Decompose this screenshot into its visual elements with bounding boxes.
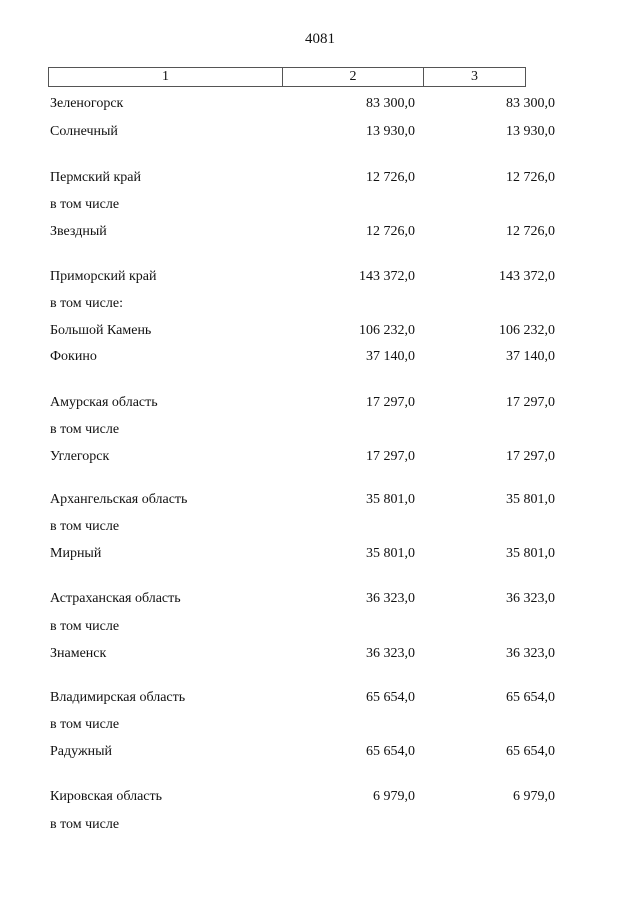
table-row [0, 545, 640, 563]
row-value-col2: 36 323,0 [366, 646, 415, 661]
table-row [0, 448, 640, 466]
table-header [48, 67, 526, 87]
table-row [0, 491, 640, 509]
row-name: Приморский край [50, 269, 157, 284]
row-name: Углегорск [50, 449, 110, 464]
row-name: Солнечный [50, 124, 118, 139]
table-row [0, 816, 640, 834]
row-name: Амурская область [50, 395, 158, 410]
row-value-col3: 6 979,0 [513, 789, 555, 804]
row-value-col2: 17 297,0 [366, 395, 415, 410]
row-name: Архангельская область [50, 492, 188, 507]
row-name: Кировская область [50, 789, 163, 804]
header-col-2: 2 [283, 68, 424, 86]
row-name: в том числе [50, 422, 120, 437]
row-value-col3: 12 726,0 [506, 224, 555, 239]
table-row [0, 518, 640, 536]
row-name: Фокино [50, 349, 97, 364]
row-value-col2: 6 979,0 [373, 789, 415, 804]
row-value-col3: 106 232,0 [499, 323, 555, 338]
row-name: в том числе [50, 519, 120, 534]
row-value-col3: 17 297,0 [506, 449, 555, 464]
row-value-col2: 37 140,0 [366, 349, 415, 364]
row-value-col2: 83 300,0 [366, 96, 415, 111]
row-name: Радужный [50, 744, 113, 759]
table-row [0, 618, 640, 636]
row-value-col3: 17 297,0 [506, 395, 555, 410]
table-row [0, 743, 640, 761]
row-name: в том числе: [50, 296, 123, 311]
row-value-col2: 12 726,0 [366, 224, 415, 239]
table-row [0, 322, 640, 340]
table-row [0, 196, 640, 214]
table-row [0, 590, 640, 608]
row-name: в том числе [50, 717, 120, 732]
row-value-col2: 35 801,0 [366, 492, 415, 507]
row-name: Астраханская область [50, 591, 181, 606]
table-row [0, 394, 640, 412]
row-value-col2: 65 654,0 [366, 744, 415, 759]
row-name: Большой Камень [50, 323, 152, 338]
row-value-col3: 65 654,0 [506, 744, 555, 759]
row-value-col3: 13 930,0 [506, 124, 555, 139]
table-row [0, 268, 640, 286]
row-value-col3: 65 654,0 [506, 690, 555, 705]
table-row [0, 295, 640, 313]
row-value-col3: 36 323,0 [506, 646, 555, 661]
table-row [0, 645, 640, 663]
row-name: Пермский край [50, 170, 141, 185]
row-name: Мирный [50, 546, 102, 561]
table-row [0, 348, 640, 366]
table-row [0, 689, 640, 707]
header-col-3: 3 [471, 69, 478, 84]
row-value-col2: 12 726,0 [366, 170, 415, 185]
row-name: Знаменск [50, 646, 107, 661]
table-row [0, 716, 640, 734]
row-value-col2: 106 232,0 [359, 323, 415, 338]
row-value-col2: 17 297,0 [366, 449, 415, 464]
table-row [0, 223, 640, 241]
row-name: в том числе [50, 197, 120, 212]
row-value-col2: 13 930,0 [366, 124, 415, 139]
row-name: Зеленогорск [50, 96, 124, 111]
table-row [0, 169, 640, 187]
header-col-1: 1 [49, 68, 283, 86]
row-value-col3: 35 801,0 [506, 546, 555, 561]
page-number: 4081 [305, 31, 335, 47]
row-value-col2: 35 801,0 [366, 546, 415, 561]
row-name: Владимирская область [50, 690, 186, 705]
table-row [0, 95, 640, 113]
row-value-col3: 83 300,0 [506, 96, 555, 111]
row-name: в том числе [50, 619, 120, 634]
row-value-col3: 37 140,0 [506, 349, 555, 364]
row-value-col3: 36 323,0 [506, 591, 555, 606]
table-row [0, 421, 640, 439]
row-value-col2: 36 323,0 [366, 591, 415, 606]
row-value-col3: 35 801,0 [506, 492, 555, 507]
row-value-col2: 65 654,0 [366, 690, 415, 705]
row-name: в том числе [50, 817, 120, 832]
table-row [0, 788, 640, 806]
row-value-col2: 143 372,0 [359, 269, 415, 284]
row-value-col3: 143 372,0 [499, 269, 555, 284]
row-name: Звездный [50, 224, 107, 239]
table-row [0, 123, 640, 141]
row-value-col3: 12 726,0 [506, 170, 555, 185]
